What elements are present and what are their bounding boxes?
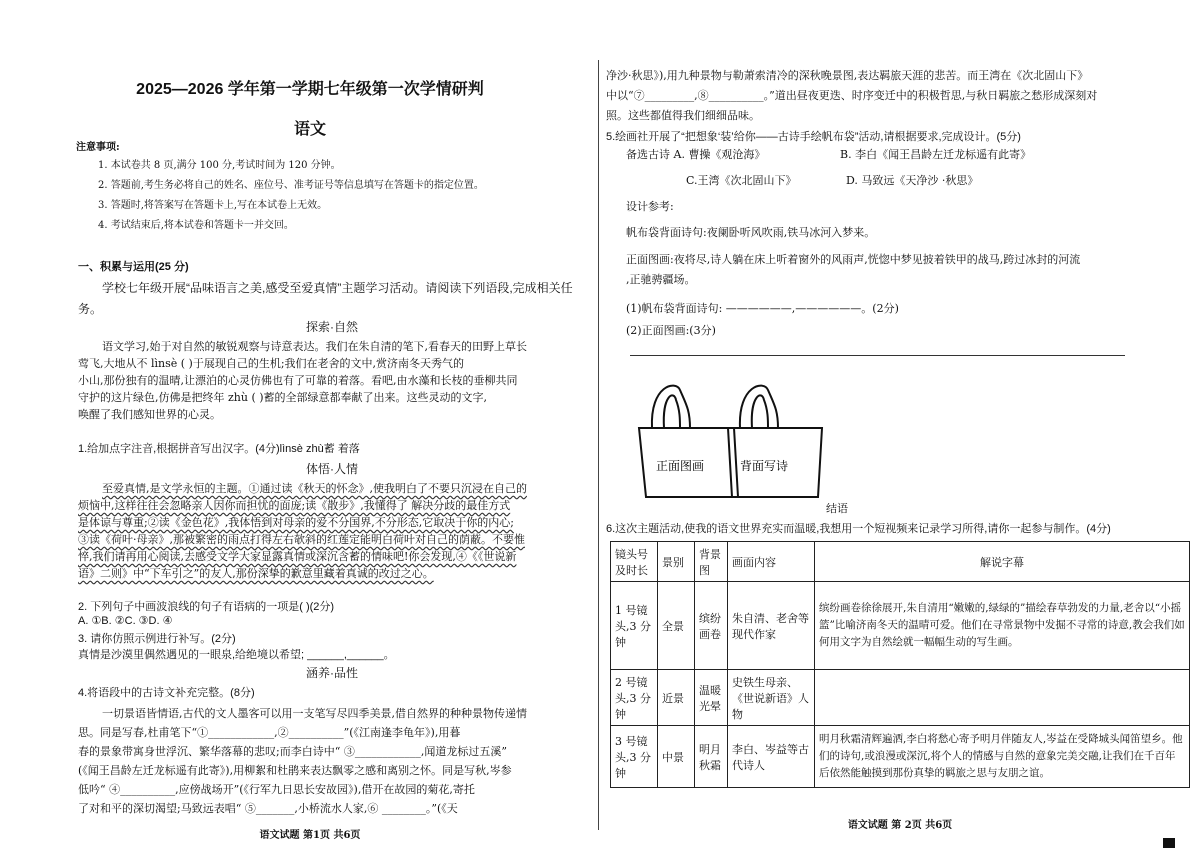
culture-line: 了对和平的深切渴望;马致远表唱“ ⑤_______,小桥流水人家,⑥ ________。”(《天 <box>78 802 458 815</box>
column-divider <box>598 60 599 830</box>
heading-culture: 涵养·品性 <box>306 666 358 680</box>
table-cell: 缤纷画卷 <box>695 582 728 670</box>
table-cell: 李白、岑益等古代诗人 <box>728 726 815 788</box>
table-row <box>611 582 1190 670</box>
feel-paragraph <box>78 480 588 582</box>
table-cell: 史铁生母亲、《世说新语》人物 <box>728 670 815 726</box>
explore-line: 唤醒了我们感知世界的心灵。 <box>78 408 221 421</box>
question-4: 4.将语段中的古诗文补充完整。(8分) <box>78 687 255 699</box>
culture-line: 春的景象带寓身世浮沉、繁华落幕的悲叹;而李白诗中“ ③____________,闻道龙标过五溪” <box>78 745 507 758</box>
option-c: C.王湾《次北固山下》 <box>686 174 797 187</box>
option-d: D. 马致远《天净沙 ·秋思》 <box>846 174 979 187</box>
notice-1: 1. 本试卷共 8 页,满分 100 分,考试时间为 120 分钟。 <box>98 160 341 171</box>
culture-line: 思。同是写春,杜甫笔下“①____________,②__________”(《江南逢李龟年》),用暮 <box>78 726 461 739</box>
notice-2: 2. 答题前,考生务必将自己的姓名、座位号、准考证号等信息填写在答题卡的指定位置。 <box>98 180 484 191</box>
table-cell: 2 号镜头,3 分钟 <box>611 670 658 726</box>
explore-paragraph <box>78 338 588 423</box>
table-cell: 缤纷画卷徐徐展开,朱自清用“嫩嫩的,绿绿的”描绘春草勃发的力量,老舍以“小摇篮”比喻济南冬天的温晴可爱。他们在寻常景物中发掘不寻常的诗意,教会我们如何用文字为自然绘就一幅幅生动的写生画。 <box>815 582 1190 670</box>
culture-continued <box>606 66 1192 126</box>
table-cell: 朱自清、老舍等现代作家 <box>728 582 815 670</box>
notice-4: 4. 考试结束后,将本试卷和答题卡一并交回。 <box>98 220 294 231</box>
table-cell-empty <box>815 670 1190 726</box>
question-5-1: (1)帆布袋背面诗句: ——————,——————。(2分) <box>626 302 899 315</box>
section-heading: 一、积累与运用(25 分) <box>78 261 189 273</box>
culture-line: (《闻王昌龄左迁龙标遥有此寄》),用柳絮和杜鹃来表达飘零之感和离别之怀。同是写秋,岑参 <box>78 764 512 777</box>
explore-line: 莺飞,大地从不 lìnsè ( )于展现自己的生机;我们在老舍的文中,赏济南冬天秀气的 <box>78 357 465 370</box>
question-3: 3. 请你仿照示例进行补写。(2分) <box>78 633 236 645</box>
storyboard-table <box>610 541 1190 788</box>
culture-line: 一切景语皆情语,古代的文人墨客可以用一支笔写尽四季美景,借自然界的种种景物传递情 <box>102 707 527 720</box>
bag-back-label: 背面写诗 <box>740 459 789 473</box>
option-a: 备选古诗 A. 曹操《观沧海》 <box>626 148 766 161</box>
explore-line: 守护的这片绿色,仿佛是把终年 zhù ( )蓄的全部绿意都奉献了出来。这些灵动的文字, <box>78 391 488 404</box>
table-header: 解说字幕 <box>815 542 1190 582</box>
table-cell: 中景 <box>658 726 695 788</box>
table-header-row <box>611 542 1190 582</box>
design-reference: 设计参考: <box>626 200 674 213</box>
table-cell: 近景 <box>658 670 695 726</box>
table-cell: 3 号镜头,3 分钟 <box>611 726 658 788</box>
front-image-desc <box>626 250 1186 290</box>
culture-paragraph <box>78 704 588 818</box>
tote-bags-illustration <box>634 380 824 500</box>
culture-line: 净沙·秋思》),用九种景物与勒萧索清冷的深秋晚景图,表达羁旅天涯的悲苦。而王湾在《次北固山下》 <box>606 69 1089 82</box>
feel-line: 语》二则》中“下车引之”的友人,那份深挚的歉意里藏着真诚的改过之心。 <box>78 567 434 580</box>
table-row <box>611 670 1190 726</box>
notice-heading: 注意事项: <box>76 142 120 153</box>
explore-line: 语文学习,始于对自然的敏锐观察与诗意表达。我们在朱自清的笔下,看春天的田野上草长 <box>102 340 527 353</box>
table-header: 镜头号及时长 <box>611 542 658 582</box>
intro-paragraph: 学校七年级开展“品味语言之美,感受至爱真情”主题学习活动。请阅读下列语段,完成相关任务。 <box>78 281 573 316</box>
question-2: 2. 下列句子中画波浪线的句子有语病的一项是( )(2分) <box>78 601 335 613</box>
feel-line: 至爱真情,是文学永恒的主题。①通过读《秋天的怀念》,使我明白了不要只沉浸在自己的 <box>102 482 527 495</box>
back-poem: 帆布袋背面诗句:夜阑卧听风吹雨,铁马冰河入梦来。 <box>626 226 876 239</box>
question-2-options: A. ①B. ②C. ③D. ④ <box>78 615 173 627</box>
heading-explore: 探索·自然 <box>306 320 358 334</box>
heading-feel: 体悟·人情 <box>306 462 358 476</box>
question-6: 6.这次主题活动,使我的语文世界充实而温暖,我想用一个短视频来记录学习所得,请你一起参与制作。(4分) <box>606 523 1111 535</box>
table-header: 画面内容 <box>728 542 815 582</box>
table-header: 景别 <box>658 542 695 582</box>
notice-3: 3. 答题时,将答案写在答题卡上,写在本试卷上无效。 <box>98 200 328 211</box>
answer-line <box>630 355 1125 356</box>
table-cell: 1 号镜头,3 分钟 <box>611 582 658 670</box>
front-image-line: ,正驰骋疆场。 <box>626 273 696 286</box>
option-b: B. 李白《闻王昌龄左迁龙标遥有此寄》 <box>840 148 1032 161</box>
feel-line: 是体谅与尊重;②读《金色花》,我体悟到对母亲的爱不分国界,不分形态,它取决于你的内心; <box>78 516 514 529</box>
front-image-line: 正面图画:夜将尽,诗人躺在床上听着窗外的风雨声,恍惚中梦见披着铁甲的战马,跨过冰封的河流 <box>626 253 1081 266</box>
culture-line: 中以“⑦_________,⑧__________。”道出昼夜更迭、时序变迁中的积极哲思,与秋日羁旅之愁形成深刻对 <box>606 89 1098 102</box>
question-5: 5.绘画社开展了“把想象‘装’给你——古诗手绘帆布袋”活动,请根据要求,完成设计。(5分) <box>606 131 1021 143</box>
table-cell: 明月秋霜 <box>695 726 728 788</box>
explore-line: 小山,那份独有的温晴,让漂泊的心灵仿佛也有了可靠的着落。看吧,由水藻和长枝的垂柳共同 <box>78 374 518 387</box>
question-1: 1.给加点字注音,根据拼音写出汉字。(4分)lìnsè zhù蓄 着落 <box>78 443 360 455</box>
culture-line: 照。这些都值得我们细细品味。 <box>606 109 760 122</box>
table-row <box>611 726 1190 788</box>
exam-title: 2025—2026 学年第一学期七年级第一次学情研判 <box>136 81 484 98</box>
subject-title: 语文 <box>293 119 326 138</box>
feel-line: 烦恼中,这样往往会忽略亲人因你而担忧的面庞;读《散步》,我懂得了 解决分歧的最佳方式 <box>78 499 511 512</box>
page-footer: 语文试题 第1页 共6页 <box>259 830 361 841</box>
bag-front-label: 正面图画 <box>656 459 705 473</box>
page-footer: 语文试题 第 2页 共6页 <box>847 820 953 831</box>
question-5-2: (2)正面图画:(3分) <box>626 324 716 337</box>
table-cell: 明月秋霜清辉遍洒,李白将愁心寄予明月伴随友人,岑益在受降城头闻笛望乡。他们的诗句,或浪漫或深沉,将个人的情感与自然的意象完美交融,让我们在千百年后依然能触摸到那份真挚的羁旅之思与友朋之谊。 <box>815 726 1190 788</box>
question-3-text: 真情是沙漠里偶然遇见的一眼泉,给绝境以希望; ______,______。 <box>78 649 395 661</box>
table-header: 背景图 <box>695 542 728 582</box>
feel-line: 悴,我们请再用心阅读,去感受文学大家显露真情或深沉含蓄的情味吧!你会发现,④《《世说新 <box>78 550 517 563</box>
epilogue-heading: 结语 <box>826 503 848 515</box>
table-cell: 温暖光晕 <box>695 670 728 726</box>
feel-line: ③读《荷叶·母亲》,那被繁密的雨点打得左右欹斜的红莲定能明白荷叶对自己的荫蔽。不要惟 <box>78 533 525 546</box>
culture-line: 低吟“ ④__________,应傍战场开”(《行军九日思长安故园》),借开在故园的菊花,寄托 <box>78 783 475 796</box>
registration-mark <box>1163 838 1175 848</box>
table-cell: 全景 <box>658 582 695 670</box>
